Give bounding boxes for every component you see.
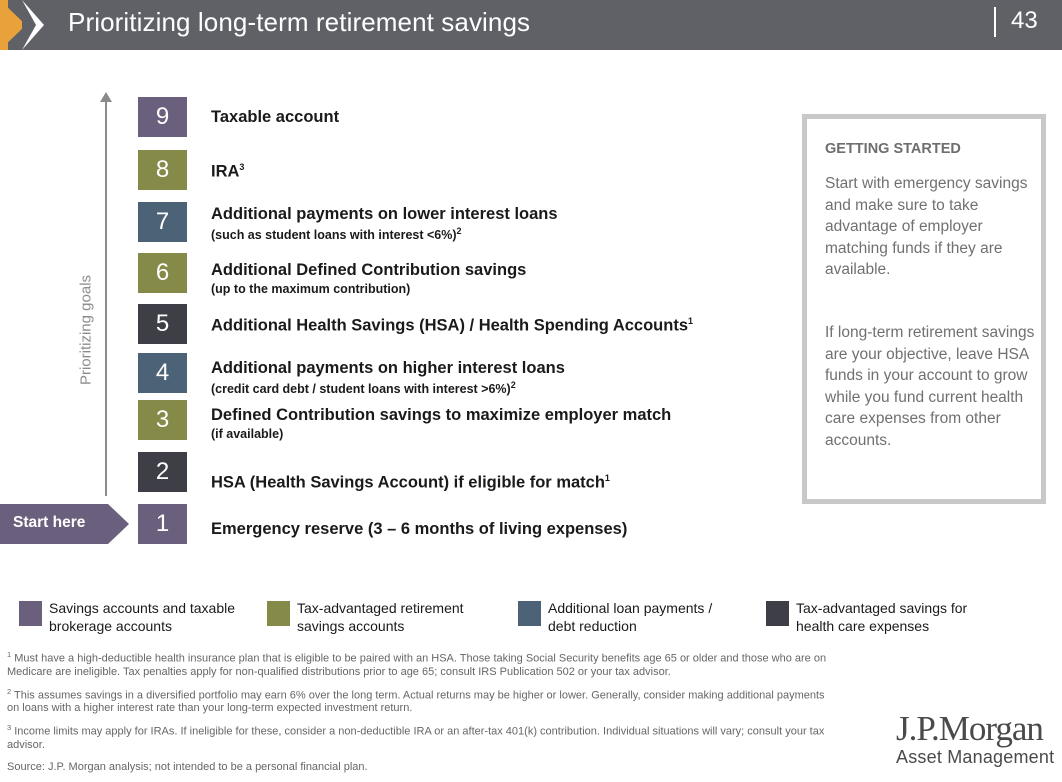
logo-wordmark: J.P.Morgan [896, 709, 1043, 748]
legend-swatch [766, 601, 789, 626]
step-text: Additional Defined Contribution savings [211, 261, 527, 279]
step-text: Defined Contribution savings to maximize employer match [211, 406, 672, 424]
step-number-5: 5 [138, 304, 187, 344]
getting-started-para-1: Start with emergency savings and make sure to take advantage of employer matching funds if they are available. [825, 175, 1028, 278]
step-subtext: (if available) [211, 427, 284, 441]
legend-text-line: Additional loan payments / [548, 600, 713, 616]
legend-swatch [267, 601, 290, 626]
step-text: Taxable account [211, 108, 340, 126]
footnote-3 [7, 721, 837, 752]
step-label-3 [211, 406, 671, 441]
step-label-9 [211, 108, 339, 127]
start-here-arrow [0, 504, 129, 544]
legend-swatch [518, 601, 541, 626]
footnote-text: Must have a high-deductible health insurance plan that is eligible to be paired with an HSA. Those taking Social Security benefits age 65 or older and those who are on Medicare are ineligible. Tax penalties apply for non-qualified distributions prior to age 65; consult IRS Publication 502 or your tax advisor. [7, 652, 827, 678]
page-number: 43 [1011, 7, 1038, 34]
page-title: Prioritizing long-term retirement savings [68, 7, 531, 37]
chevron-inner [22, 0, 36, 50]
step-text: IRA [211, 162, 240, 181]
legend-text-line: health care expenses [796, 617, 930, 634]
step-text: Emergency reserve (3 – 6 months of living expenses) [211, 520, 628, 538]
footnote-mark: 2 [7, 686, 12, 696]
jpmorgan-logo [896, 711, 1058, 767]
slide-header [0, 0, 1062, 50]
step-label-5 [211, 316, 693, 336]
step-label-7 [211, 205, 558, 242]
axis-label: Prioritizing goals [77, 274, 95, 386]
step-number-6: 6 [138, 253, 187, 293]
footnote-mark: 1 [7, 650, 12, 659]
step-text: Additional payments on higher interest loans [211, 359, 565, 377]
getting-started-box [802, 114, 1046, 504]
legend-text-line: savings accounts [297, 617, 405, 634]
legend-text-line: Savings accounts and taxable [49, 600, 236, 616]
footnote-2 [7, 685, 837, 716]
footnote-text: This assumes savings in a diversified portfolio may earn 6% over the long term. Actual returns may be higher or lower. Generally, consider making additional payments on loans with a higher interest rate than your long-term expected investment return. [7, 689, 825, 715]
step-number-2: 2 [138, 452, 187, 492]
step-number-8: 8 [138, 150, 187, 190]
footnote-1 [7, 648, 837, 679]
step-subtext: (such as student loans with interest <6%) [211, 228, 457, 243]
step-label-4 [211, 359, 565, 396]
footnote-ref: 1 [604, 473, 610, 483]
arrow-right-icon [108, 504, 129, 544]
footnotes [7, 648, 837, 758]
step-subtext: (up to the maximum contribution) [211, 282, 411, 296]
step-label-6 [211, 261, 526, 296]
getting-started-heading: GETTING STARTED [825, 141, 961, 157]
legend-text-line: Tax-advantaged retirement [297, 600, 464, 616]
priority-axis-line [105, 96, 107, 496]
step-label-8 [211, 162, 244, 182]
footnote-ref: 2 [456, 226, 462, 236]
step-text: Additional Health Savings (HSA) / Health Spending Accounts [211, 316, 689, 335]
legend-text-line: debt reduction [548, 617, 637, 634]
legend-swatch [19, 601, 42, 626]
step-number-3: 3 [138, 400, 187, 440]
step-number-7: 7 [138, 202, 187, 242]
start-here-label: Start here [13, 514, 86, 531]
footnote-ref: 3 [239, 162, 245, 172]
footnote-mark: 3 [7, 723, 12, 733]
step-number-1: 1 [138, 504, 187, 544]
step-number-9: 9 [138, 97, 187, 137]
step-text: Additional payments on lower interest loans [211, 205, 558, 223]
step-label-2 [211, 473, 610, 493]
logo-subtitle: Asset Management [896, 747, 1055, 767]
legend-text-line: Tax-advantaged savings for [796, 600, 968, 616]
arrow-up-icon [100, 92, 112, 102]
step-number-4: 4 [138, 353, 187, 393]
step-text: HSA (Health Savings Account) if eligible for match [211, 473, 605, 492]
legend-text-line: brokerage accounts [49, 617, 172, 634]
header-divider [994, 7, 996, 37]
footnote-text: Income limits may apply for IRAs. If ineligible for these, consider a non-deductible IRA or an after-tax 401(k) contribution. Individual situations will vary; consult your tax advisor. [7, 725, 825, 751]
getting-started-para-2: If long-term retirement savings are your objective, leave HSA funds in your account to grow while you fund current health care expenses from other accounts. [825, 324, 1035, 449]
footnote-ref: 1 [688, 316, 694, 326]
footnote-ref: 2 [510, 380, 516, 390]
step-subtext: (credit card debt / student loans with interest >6%) [211, 382, 511, 397]
source-note: Source: J.P. Morgan analysis; not intended to be a personal financial plan. [7, 761, 368, 773]
step-label-1 [211, 520, 627, 539]
